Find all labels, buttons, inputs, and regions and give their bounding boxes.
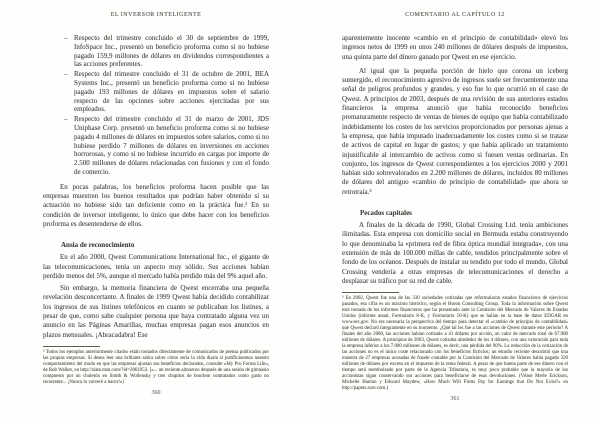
page-number: 360 xyxy=(151,389,161,396)
list-item-text: Respecto del trimestre concluido el 31 de marzo de 2001, JDS Uniphase Corp. presentó un beneficio proforma como si no hubiese pagado 4 millones de dólares en impuestos sobre salarios, como si no hubiese perdido 7 millones de dólares en inversiones en acciones horrorosas, y como si no hubiese incurrido en cargas por importe de 2.500 millones de dólares relacionadas con fusiones y con el fondo de comercio. xyxy=(74,115,269,176)
footnote: ³ En 2002, Qwest fue una de las 330 sociedades cotizadas que reformularon estados financieros de ejercicios pasados, esa cifra es un máximo histórico, según el Huron Consulting Group. Toda la información sobre Qwest está tomada de los informes financieros que ha presentado ante la Comisión del Mercado de Valores de Estados Unidos (informe anual, Formulario 8-K, y Formulario 10-K) que se hallan en la base de datos EDGAR en www.sec.gov. No era necesaria la perspectiva del tiempo para detectar el «cambio de principio de contabilidad» que Qwest declaró íntegramente en su momento. ¿Qué tal les fue a las acciones de Qwest durante este período? A finales del año 2000, las acciones habían cotizado a 41 dólares por acción, un valor de mercado total de 67.900 millones de dólares. A principios de 2003, Qwest cotizaba alrededor de los 4 dólares, con una valoración para toda la empresa inferior a los 7.000 millones de dólares, es decir, una pérdida del 90%. La reducción de la cotización de las acciones no es el único coste relacionado con los beneficios ficticios; un estudio reciente descubrió que una muestra de 27 empresas acusadas de fraude contable por la Comisión del Mercado de Valores había pagado 320 millones de dólares por exceso en el impuesto de la renta federal. A pesar de que buena parte de ese dinero con el tiempo será reembolsado por parte de la Agencia Tributaria, es muy poco probable que la mayoría de los accionistas sigan conservando sus acciones para beneficiarse de esas devoluciones. (Véase Merle Erickson, Michelle Hanlon y Edward Maydew, «How Much Will Firms Pay for Earnings that Do Not Exist?» en http://papers.ssrn.com.) xyxy=(342,296,568,392)
list-item-text: Respecto del trimestre concluido el 31 de octubre de 2001, BEA Systems Inc., presentó un beneficio proforma como si no hubiese pagado 193 millones de dólares en impuestos sobre el salario respecto de las opciones sobre acciones ejercitadas por sus empleados. xyxy=(74,70,269,114)
section-heading: Ansia de reconocimiento xyxy=(61,241,135,250)
paragraph: En pocas palabras, los beneficios proforma hacen posible que las empresas muestren los buenos resultados que podrían haber obtenido si su actuación no hubiese sido tan deficiente como en la práctica fue.² En su condición de inversor inteligente, lo único que debe hacer con los beneficios proforma es desentenderse de ellos. xyxy=(43,182,269,228)
dash-bullet-icon: – xyxy=(64,34,68,42)
paragraph: Al igual que la pequeña porción de hielo que corona un iceberg sumergido, el reconocimiento agresivo de ingresos suele ser frecuentemente una señal de peligros profundos y grandes, y eso fue lo que ocurrió en el caso de Qwest. A principios de 2003, después de una revisión de sus anteriores estados financieros la empresa anunció que había reconocido beneficios prematuramente respecto de ventas de bienes de equipo que había contabilizado indebidamente los costes de los servicios proporcionados por personas ajenas a la empresa, que había imputado inadecuadamente los costes como si se tratase de activos de capital en lugar de gastos; y que había aplicado un tratamiento injustificable al intercambio de activos como si fuesen ventas ordinarias. En conjunto, los ingresos de Qwest correspondientes a los ejercicios 2000 y 2001 habían sido sobrevalorados en 2.200 millones de dólares, incluidos 80 millones de dólares del antiguo «cambio de principio de contabilidad» que ahora se retrotraía.³ xyxy=(342,66,568,196)
footnote-separator xyxy=(43,346,100,347)
running-head-right: COMENTARIO AL CAPÍTULO 12 xyxy=(405,12,505,18)
footnote-separator xyxy=(342,292,399,293)
list-item xyxy=(64,34,269,69)
paragraph: Sin embargo, la memoria financiera de Qwest encerraba una pequeña revelación desconcertante. A finales de 1999 Qwest había decidido contabilizar los ingresos de sus listines telefónicos en cuanto se publicaban los listines, a pesar de que, como sabe cualquier persona que haya contratado alguna vez un anuncio en las Páginas Amarillas, muchas empresas pagan esos anuncios en plazos mensuales. ¡Abracadabra! Ese xyxy=(43,284,269,339)
paragraph: aparentemente inocente «cambio en el principio de contabilidad» elevó los ingresos netos de 1999 en unos 240 millones de dólares después de impuestos, una quinta parte del dinero ganado por Qwest en ese ejercicio. xyxy=(342,34,568,61)
paragraph: A finales de la década de 1990, Global Crossing Ltd. tenía ambiciones ilimitadas. Esta empresa con domicilio social en Bermuda estaba construyendo lo que denominaba la «primera red de fibra óptica mundial integrada», con una extensión de más de 100.000 millas de cable, tendidos principalmente sobre el fondo de los océanos. Después de instalar su tendido por todo el mundo, Global Crossing vendería a otras empresas de telecomunicaciones el derecho a desplazar su tráfico por su red de cable. xyxy=(342,221,568,285)
footnote: ² Todos los ejemplos anteriormente citados están tomados directamente de comunicados de prensa publicados por las propias empresas. Si desea leer una brillante sátira sobre cómo sería la vida diaria si justificásemos nuestro comportamiento del modo en que las empresas ajustan sus beneficios declarados, consulte «My Pro Forma Life», de Rob Walker, en http://slate.msn.com/?id=2061953. [«... un reciente almuerzo después de una sesión de gimnasio compuesto por un chuletón en Smith & Wollensky y tres chupitos de bourbon contratados como gasto no recurrente... ¡Nunca lo volveré a hacer!») xyxy=(43,349,269,385)
dash-bullet-icon: – xyxy=(64,115,68,124)
list-item xyxy=(64,70,269,114)
list-item xyxy=(64,115,269,177)
bullet-list xyxy=(64,34,269,177)
paragraph: En el año 2000, Qwest Communications International Inc., el gigante de las telecomunicaciones, tenía un aspecto muy sólido. Sus acciones habían perdido menos del 5%, aunque el mercado había perdido más del 9% aquel año. xyxy=(43,253,269,280)
dash-bullet-icon: – xyxy=(64,70,68,79)
list-item-text: Respecto del trimestre concluido el 30 de septiembre de 1999, InfoSpace Inc., presentó un beneficio proforma como si no hubiese pagado 159,9 millones de dólares en dividendos correspondientes a las acciones preferentes. xyxy=(74,34,269,69)
section-heading: Pecados capitales xyxy=(360,209,412,218)
page-number: 361 xyxy=(450,396,460,403)
page-right xyxy=(342,12,568,416)
running-head-left: EL INVERSOR INTELIGENTE xyxy=(110,12,202,18)
page-left xyxy=(43,12,269,416)
